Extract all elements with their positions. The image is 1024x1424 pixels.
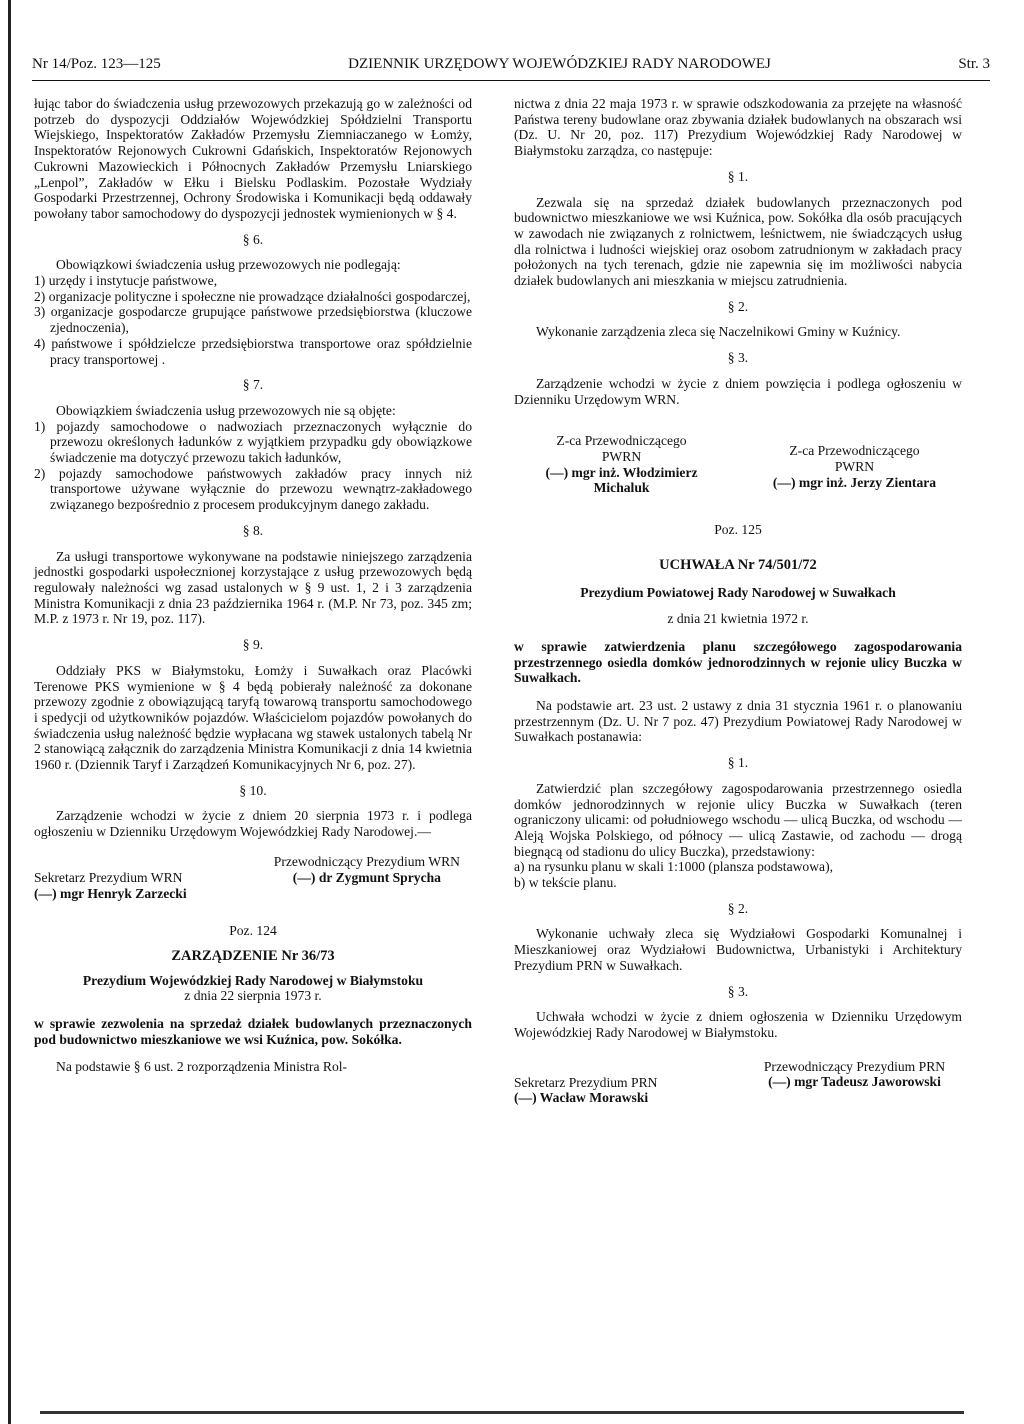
- list: [34, 419, 472, 513]
- paragraph: Obowiązkiem świadczenia usług przewozowych nie są objęte:: [56, 402, 396, 418]
- page-edge: [8, 0, 11, 1424]
- signer-title: Z-ca Przewodniczącego: [789, 443, 920, 459]
- act-date: z dnia 22 sierpnia 1973 r.: [184, 988, 322, 1004]
- act-subject: w sprawie zezwolenia na sprzedaż działek budowlanych przeznaczonych pod budownictwo mieszkaniowe we wsi Kuźnica, pow. Sokółka.: [34, 1016, 472, 1047]
- act-date: z dnia 21 kwietnia 1972 r.: [667, 611, 809, 627]
- list-item: a) na rysunku planu w skali 1:1000 (plansza podstawowa),: [514, 859, 834, 875]
- section-mark: § 2.: [727, 298, 749, 314]
- act-issuer: Prezydium Wojewódzkiej Rady Narodowej w Białymstoku: [82, 972, 424, 988]
- section-mark: § 1.: [727, 755, 749, 771]
- signer-name: Michaluk: [593, 480, 650, 496]
- section-mark: § 1.: [727, 168, 749, 184]
- paragraph: Zatwierdzić plan szczegółowy zagospodarowania przestrzennego osiedla domków jednorodzinnych w rejonie ulicy Buczka w Suwałkach (teren ograniczony ulicami: od południowego wschodu — ulicą Buczka, od wschodu — Aleją Wojska Polskiego, od północy — ulicą Zastawie, od zachodu — drogą biegnącą od stadionu do ulicy Buczka), przedstawiony:: [514, 780, 962, 859]
- list-item: 1) urzędy i instytucje państwowe,: [34, 273, 218, 289]
- signer-name: (—) mgr Tadeusz Jaworowski: [768, 1074, 941, 1090]
- section-mark: § 3.: [727, 983, 749, 999]
- paragraph: Wykonanie uchwały zleca się Wydziałowi Gospodarki Komunalnej i Mieszkaniowej oraz Wydziałowi Budownictwa, Urbanistyki i Architektury Prezydium PRN w Suwałkach.: [514, 926, 962, 973]
- paragraph: Na podstawie § 6 ust. 2 rozporządzenia Ministra Rol-: [56, 1059, 348, 1075]
- signer-name: (—) dr Zygmunt Sprycha: [292, 869, 441, 885]
- signature-block: [514, 433, 962, 496]
- right-column: [514, 96, 962, 1106]
- section-mark: § 8.: [242, 522, 264, 538]
- left-column: [34, 96, 472, 1075]
- signer-name: (—) mgr inż. Włodzimierz: [545, 464, 698, 480]
- signer-title: PWRN: [601, 448, 642, 464]
- paragraph: Za usługi transportowe wykonywane na podstawie niniejszego zarządzenia jednostki gospodarki uspołecznionej korzystające z usług przewozowych będą regulowały należności wg zasad ustalonych w § 9 ust. 1, 2 i 3 zarządzenia Ministra Komunikacji z dnia 23 października 1964 r. (M.P. Nr 73, poz. 345 zm; M.P. z 1973 r. Nr 19, poz. 117).: [34, 548, 472, 627]
- signature-left: [34, 854, 244, 901]
- signer-title: Sekretarz Prezydium WRN: [34, 869, 183, 885]
- paragraph: łując tabor do świadczenia usług przewozowych przekazują go w zależności od potrzeb do dyspozycji Oddziałów Wojewódzkiej Spółdzielni Transportu Wiejskiego, Inspektoratów Zakładów Przemysłu Ziemniaczanego w Łomży, Inspektoratów Rejonowych Cukrowni Gdańskich, Inspektoratów Rejonowych Cukrowni Mazowieckich i Północnych Zakładów Przemysłu Lniarskiego „Lenpol”, Zakładów w Ełku i Bielsku Podlaskim. Pozostałe Wydziały Gospodarki Przestrzennej, Ochrony Środowiska i Komunikacji będą oddawały powołany tabor samochodowy do dyspozycji jednostek wymienionych w § 4.: [34, 96, 472, 221]
- section-mark: § 6.: [242, 231, 264, 247]
- list: [514, 859, 962, 890]
- journal-title: DZIENNIK URZĘDOWY WOJEWÓDZKIEJ RADY NARODOWEJ: [348, 56, 771, 72]
- signature-right: [747, 433, 962, 496]
- signer-title: Sekretarz Prezydium PRN: [514, 1074, 658, 1090]
- list-item: b) w tekście planu.: [514, 875, 617, 891]
- page-edge: [40, 1411, 964, 1414]
- list-item: 3) organizacje gospodarcze grupujące państwowe przedsiębiorstwa (kluczowe zjednoczenia),: [34, 304, 472, 336]
- list: [34, 273, 472, 367]
- act-issuer: Prezydium Powiatowej Rady Narodowej w Suwałkach: [580, 585, 896, 601]
- signer-name: (—) mgr inż. Jerzy Zientara: [772, 474, 937, 490]
- signer-name: (—) Wacław Morawski: [514, 1090, 649, 1106]
- paragraph: Uchwała wchodzi w życie z dniem ogłoszenia w Dzienniku Urzędowym Wojewódzkiej Rady Narodowej w Białymstoku.: [514, 1009, 962, 1040]
- signature-block: [34, 854, 472, 901]
- page-number: Str. 3: [958, 56, 990, 72]
- section-mark: § 3.: [727, 350, 749, 366]
- paragraph: Oddziały PKS w Białymstoku, Łomży i Suwałkach oraz Placówki Terenowe PKS wymienione w § 4 będą pobierały należność za dokonane przewozy zgodnie z obowiązującą taryfą towarową transportu samochodowego i spedycji od użytkowników pojazdów. Właścicielom pojazdów powołanych do świadczenia usług należność będzie wypłacana wg stawek ustalonych tabelą Nr 2 stanowiącą załącznik do zarządzenia Ministra Komunikacji z dnia 14 kwietnia 1960 r. (Dziennik Taryf i Zarządzeń Komunikacyjnych Nr 6, poz. 27).: [34, 662, 472, 773]
- act-title: ZARZĄDZENIE Nr 36/73: [171, 947, 335, 964]
- signer-name: (—) mgr Henryk Zarzecki: [34, 885, 187, 901]
- section-mark: § 7.: [242, 377, 264, 393]
- signature-left: [514, 1059, 729, 1106]
- header-rule: [32, 80, 990, 81]
- paragraph: Zarządzenie wchodzi w życie z dniem 20 sierpnia 1973 r. i podlega ogłoszeniu w Dzienniku Urzędowym Wojewódzkiej Rady Narodowej.—: [34, 808, 472, 840]
- position-number: Poz. 125: [714, 522, 762, 538]
- paragraph: Wykonanie zarządzenia zleca się Naczelnikowi Gminy w Kuźnicy.: [536, 324, 901, 340]
- signer-title: Z-ca Przewodniczącego: [556, 433, 687, 449]
- paragraph: Zezwala się na sprzedaż działek budowlanych przeznaczonych pod budownictwo mieszkaniowe we wsi Kuźnica, pow. Sokółka dla osób pracujących w zawodach nie związanych z rolnictwem, leśnictwem, nie świadczących usług dla rolnictwa i ludności wiejskiej oraz osobom zatrudnionym w zakładach pracy położonych na tych terenach, gdzie nie zapewnia się im możliwości nabycia działek budowlanych ani mieszkania w miejscu zatrudnienia.: [514, 194, 962, 289]
- issue-number: Nr 14/Poz. 123—125: [32, 56, 161, 72]
- act-title: UCHWAŁA Nr 74/501/72: [659, 556, 817, 573]
- signer-title: Przewodniczący Prezydium PRN: [763, 1058, 946, 1074]
- section-mark: § 2.: [727, 900, 749, 916]
- signer-title: PWRN: [834, 458, 875, 474]
- section-mark: § 10.: [239, 782, 267, 798]
- list-item: 1) pojazdy samochodowe o nadwoziach przeznaczonych wyłącznie do przewozu określonych ładunków z wyjątkiem przypadku gdy obowiązkowe świadczenie ma dotyczyć przewozu takich ładunków,: [34, 418, 472, 466]
- paragraph: Na podstawie art. 23 ust. 2 ustawy z dnia 31 stycznia 1961 r. o planowaniu przestrzennym (Dz. U. Nr 7 poz. 47) Prezydium Powiatowej Rady Narodowej w Suwałkach postanawia:: [514, 697, 962, 745]
- list-item: 2) pojazdy samochodowe państwowych zakładów pracy innych niż transportowe używane wyłącznie do przewozu wewnątrz-zakładowego związanego bezpośrednio z procesem produkcyjnym danego zakładu.: [34, 465, 472, 513]
- signature-right: [747, 1059, 962, 1106]
- section-mark: § 9.: [242, 637, 264, 653]
- act-subject: w sprawie zatwierdzenia planu szczegółowego zagospodarowania przestrzennego osiedla domków jednorodzinnych w rejonie ulicy Buczka w Suwałkach.: [514, 638, 962, 686]
- signature-left: [514, 433, 729, 496]
- signer-title: Przewodniczący Prezydium WRN: [273, 853, 460, 869]
- paragraph: nictwa z dnia 22 maja 1973 r. w sprawie odszkodowania za przejęte na własność Państwa tereny budowlane oraz zbywania działek budowlanych na obszarach wsi (Dz. U. Nr 20, poz. 117) Prezydium Wojewódzkiej Rady Narodowej w Białymstoku zarządza, co następuje:: [514, 96, 962, 159]
- signature-block: [514, 1059, 962, 1106]
- page-header: [32, 56, 990, 80]
- list-item: 4) państwowe i spółdzielcze przedsiębiorstwa transportowe oraz spółdzielnie pracy transportowej .: [34, 335, 472, 367]
- position-number: Poz. 124: [229, 923, 277, 939]
- paragraph: Zarządzenie wchodzi w życie z dniem powzięcia i podlega ogłoszeniu w Dzienniku Urzędowym WRN.: [514, 375, 962, 407]
- signature-right: [262, 854, 472, 901]
- list-item: 2) organizacje polityczne i społeczne nie prowadzące działalności gospodarczej,: [34, 288, 471, 304]
- paragraph: Obowiązkowi świadczenia usług przewozowych nie podlegają:: [56, 257, 401, 273]
